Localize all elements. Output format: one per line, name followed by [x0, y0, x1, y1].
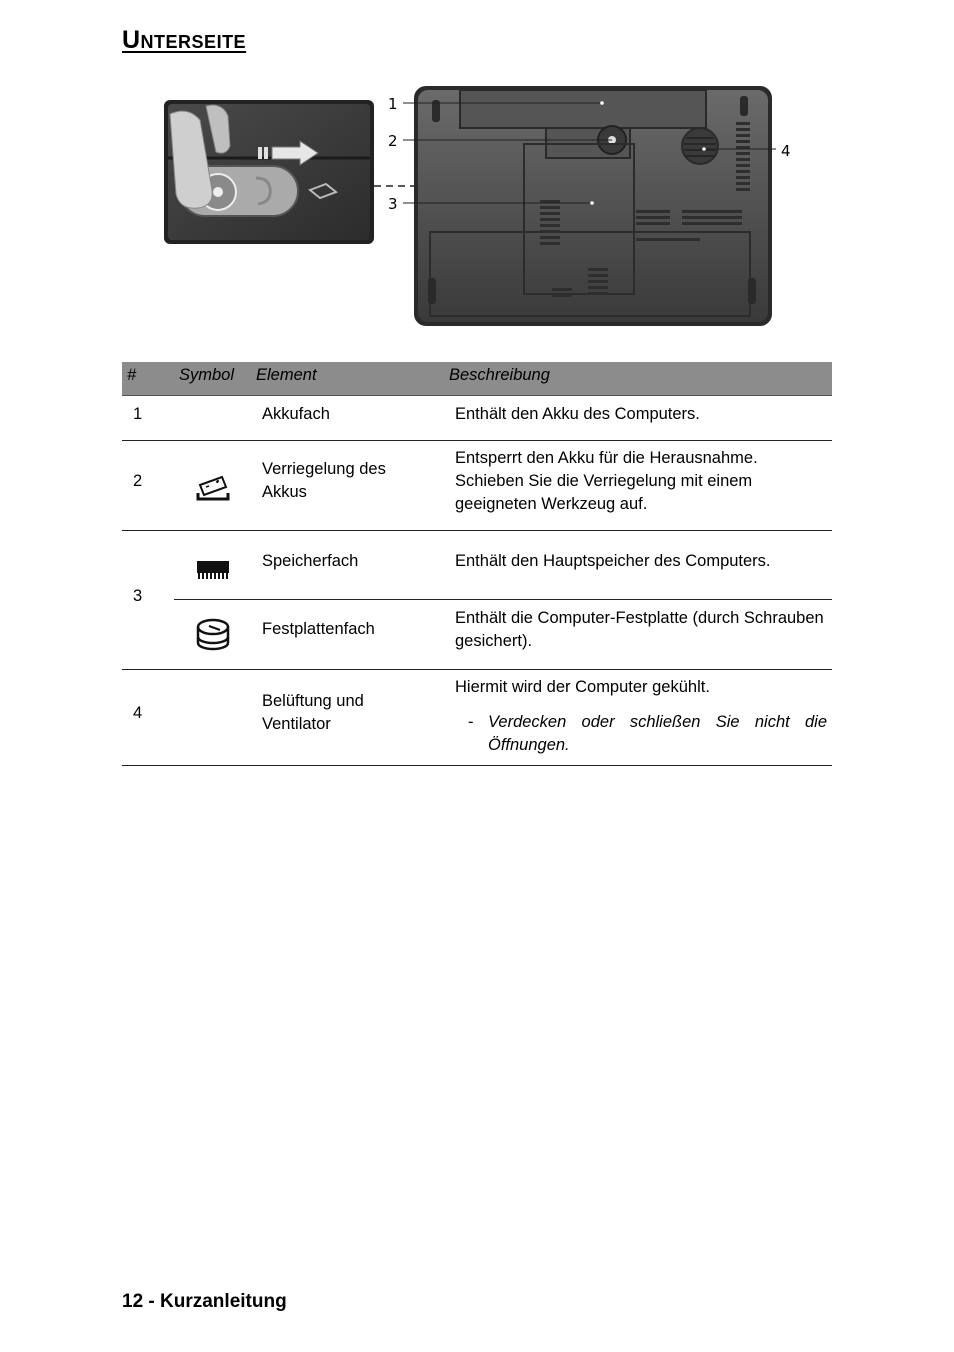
page-title: Unterseite [122, 26, 247, 54]
table-row [122, 670, 832, 766]
callout-1: 1 [388, 95, 398, 113]
row-element: Akkufach [262, 405, 330, 423]
battery-lock-inset [164, 100, 374, 244]
battery-lock-icon [194, 473, 232, 503]
laptop-body [414, 86, 772, 326]
header-num: # [127, 366, 137, 384]
row-description: Enthält den Hauptspeicher des Computers. [455, 552, 771, 570]
header-description: Beschreibung [449, 366, 550, 384]
row-number: 3 [133, 587, 143, 605]
note-dash: - [468, 713, 474, 731]
row-description-block [455, 676, 827, 757]
header-element: Element [256, 366, 317, 384]
table-row [122, 441, 832, 531]
row-description: Hiermit wird der Computer gekühlt. [455, 678, 710, 696]
note-text: Verdecken oder schließen Sie nicht die Öffnungen. [488, 713, 827, 754]
row-element: Festplattenfach [262, 620, 375, 638]
components-table [122, 362, 832, 766]
hard-disk-icon [194, 617, 232, 653]
row-description: Enthält die Computer-Festplatte (durch Schrauben gesichert). [455, 609, 824, 650]
table-header [122, 362, 832, 396]
row-number: 1 [133, 405, 143, 423]
row-element: Speicherfach [262, 552, 359, 570]
row-description: Enthält den Akku des Computers. [455, 405, 700, 423]
row-description: Entsperrt den Akku für die Herausnahme. Schieben Sie die Verriegelung mit einem geeigneten Werkzeug auf. [455, 449, 758, 513]
laptop-underside-figure [160, 82, 800, 332]
header-symbol: Symbol [179, 366, 235, 384]
page-footer: 12 - Kurzanleitung [122, 1291, 287, 1312]
table-row [122, 396, 832, 441]
row-element: Verriegelung des Akkus [262, 460, 386, 501]
warning-note [455, 711, 827, 757]
callout-2: 2 [388, 132, 398, 150]
row-number: 2 [133, 472, 143, 490]
memory-icon [194, 557, 232, 581]
callout-3: 3 [388, 195, 398, 213]
table-row [122, 531, 832, 670]
row-element: Belüftung und Ventilator [262, 692, 364, 733]
row-number: 4 [133, 704, 143, 722]
callout-4: 4 [781, 142, 791, 160]
sub-row-divider [174, 599, 832, 600]
